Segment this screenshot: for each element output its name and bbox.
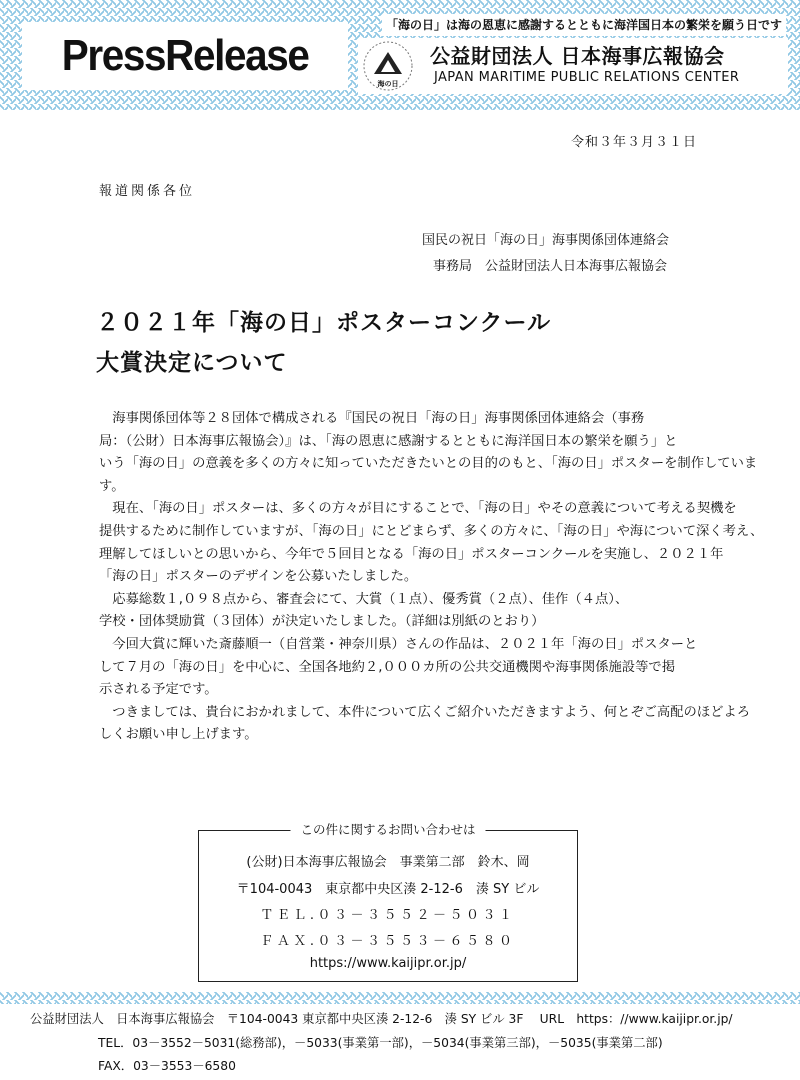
press-release-box bbox=[22, 22, 348, 90]
contact-title: この件に関するお問い合わせは bbox=[290, 820, 485, 838]
org-name: 公益財団法人 日本海事広報協会 bbox=[430, 44, 725, 68]
body-line: 応募総数１,０９８点から、審査会にて、大賞（１点）、優秀賞（２点）、佳作（４点）、 bbox=[99, 591, 629, 607]
body-line: 今回大賞に輝いた斎藤順一（自営業・神奈川県）さんの作品は、２０２１年「海の日」ポスターと bbox=[99, 636, 698, 652]
body-line: 海事関係団体等２８団体で構成される『国民の祝日「海の日」海事関係団体連絡会（事務 bbox=[99, 411, 645, 426]
body-line: して７月の「海の日」を中心に、全国各地約２,０００カ所の公共交通機関や海事関係施設等で掲 bbox=[99, 659, 675, 675]
contact-address: 〒104-0043 東京都中央区湊 2-12-6 湊 SY ビル bbox=[236, 882, 540, 897]
issuer-line-2: 事務局 公益財団法人日本海事広報協会 bbox=[433, 259, 668, 274]
body-line: 示される予定です。 bbox=[99, 682, 218, 698]
org-banner bbox=[358, 38, 788, 94]
press-release-title: PressRelease bbox=[61, 31, 309, 80]
header-motto: 「海の日」は海の恩恵に感謝するとともに海洋国日本の繁栄を願う日です bbox=[382, 14, 786, 36]
body-text bbox=[99, 408, 764, 747]
body-line: しくお願い申し上げます。 bbox=[99, 727, 258, 743]
body-line: 「海の日」ポスターのデザインを公募いたしました。 bbox=[99, 569, 418, 585]
footer-address: 公益財団法人 日本海事広報協会 〒104-0043 東京都中央区湊 2-12-6 湊 SY ビル 3F URL https：//www.kaijipr.or.jp/ bbox=[30, 1012, 733, 1026]
contact-url[interactable]: https://www.kaijipr.or.jp/ bbox=[309, 956, 467, 971]
footer-fax: FAX．03－3553－6580 bbox=[98, 1059, 236, 1073]
contact-box bbox=[198, 822, 578, 982]
contact-tel: ＴＥＬ.０３－３５５２－５０３１ bbox=[260, 908, 516, 923]
org-name-english: JAPAN MARITIME PUBLIC RELATIONS CENTER bbox=[434, 70, 740, 85]
footer-wave-band bbox=[0, 992, 800, 1004]
umi-no-hi-logo-icon bbox=[362, 40, 414, 92]
body-line: 提供するために制作していますが、「海の日」にとどまらず、多くの方々に、「海の日」や海について深く考え、 bbox=[99, 523, 764, 539]
contact-fax: ＦＡＸ.０３－３５５３－６５８０ bbox=[260, 934, 516, 949]
body-line: 理解してほしいとの思いから、今年で５回目となる「海の日」ポスターコンクールを実施し、２０２１年 bbox=[99, 546, 724, 562]
logo-caption: 海の日 bbox=[377, 80, 399, 88]
footer-tel: TEL．03－3552－5031(総務部)，－5033(事業第一部)，－5034(事業第三部)，－5035(事業第二部) bbox=[98, 1036, 663, 1050]
issuer-line-1: 国民の祝日「海の日」海事関係団体連絡会 bbox=[422, 233, 670, 248]
headline-line-1: ２０２１年「海の日」ポスターコンクール bbox=[96, 310, 552, 336]
body-line: つきましては、貴台におかれまして、本件について広くご紹介いただきますよう、何とぞご高配のほどよろ bbox=[99, 704, 751, 720]
body-line: 現在、「海の日」ポスターは、多くの方々が目にすることで、「海の日」やその意義について考える契機を bbox=[99, 501, 737, 517]
headline-line-2: 大賞決定について bbox=[96, 350, 288, 376]
body-line: 学校・団体奨励賞（３団体）が決定いたしました。（詳細は別紙のとおり） bbox=[99, 614, 545, 630]
body-line: いう「海の日」の意義を多くの方々に知っていただきたいとの目的のもと、「海の日」ポスターを制作していま bbox=[99, 456, 758, 472]
body-line: す。 bbox=[99, 478, 125, 494]
body-line: 局：（公財）日本海事広報協会）』は、「海の恩恵に感謝するとともに海洋国日本の繁栄を願う」と bbox=[99, 433, 678, 449]
addressee: 報道関係各位 bbox=[99, 184, 196, 199]
release-date: 令和３年３月３１日 bbox=[571, 135, 698, 150]
contact-org: (公財)日本海事広報協会 事業第二部 鈴木、岡 bbox=[246, 855, 530, 870]
